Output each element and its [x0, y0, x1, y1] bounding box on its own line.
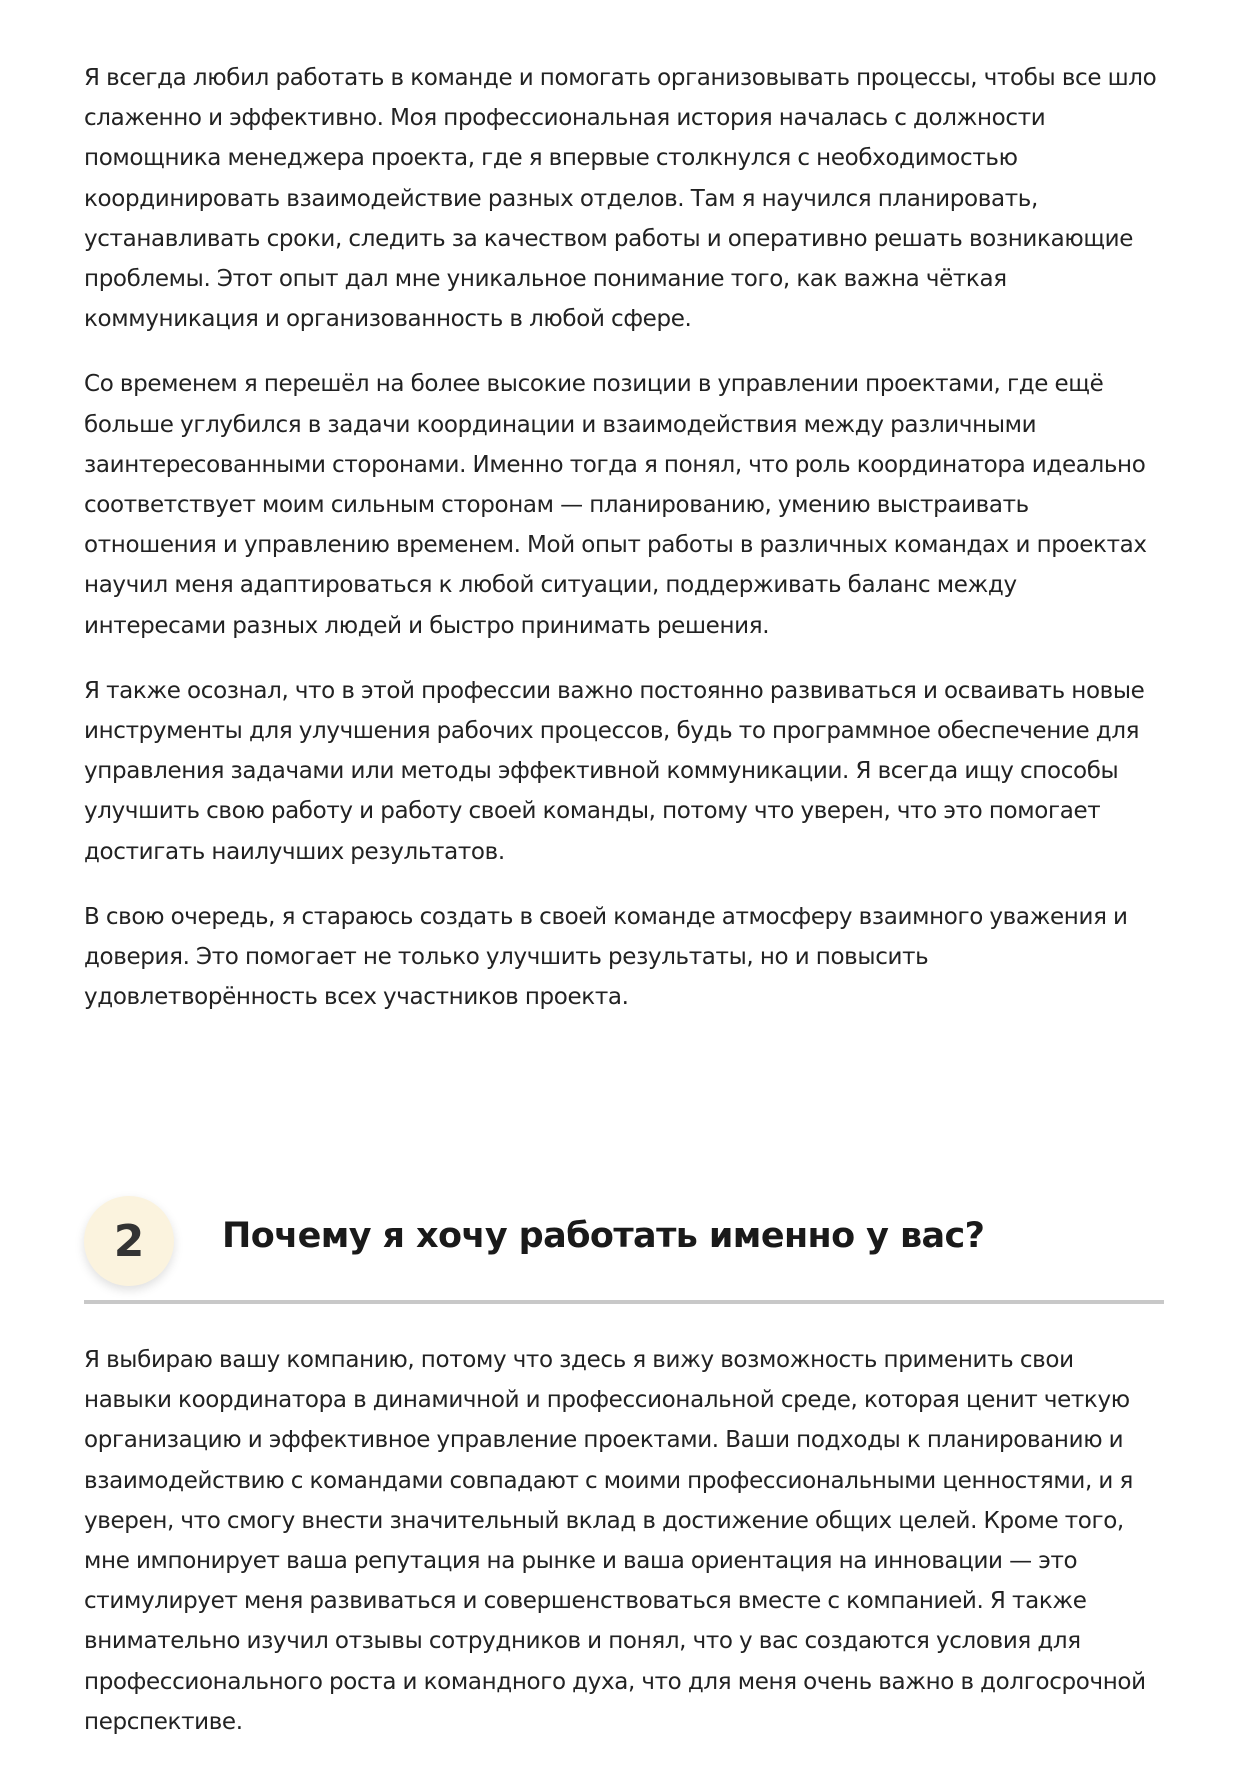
intro-text-block: [84, 58, 1164, 1042]
paragraph: Я всегда любил работать в команде и помогать организовывать процессы, чтобы все шло слаженно и эффективно. Моя профессиональная история началась с должности помощника менеджера проекта, где я впервые столкнулся с необходимостью координировать взаимодействие разных отделов. Там я научился планировать, устанавливать сроки, следить за качеством работы и оперативно решать возникающие проблемы. Этот опыт дал мне уникальное понимание того, как важна чёткая коммуникация и организованность в любой сфере.: [84, 65, 1157, 333]
paragraph: Со временем я перешёл на более высокие позиции в управлении проектами, где ещё больше углубился в задачи координации и взаимодействия между различными заинтересованными сторонами. Именно тогда я понял, что роль координатора идеально соответствует моим сильным сторонам — планированию, умению выстраивать отношения и управлению временем. Мой опыт работы в различных командах и проектах научил меня адаптироваться к любой ситуации, поддерживать баланс между интересами разных людей и быстро принимать решения.: [84, 371, 1147, 639]
section-header: [84, 1196, 1164, 1304]
section-body: [84, 1340, 1164, 1767]
section-number-badge: 2: [84, 1196, 174, 1286]
paragraph: В свою очередь, я стараюсь создать в своей команде атмосферу взаимного уважения и доверия. Это помогает не только улучшить результаты, но и повысить удовлетворённость всех участников проекта.: [84, 903, 1128, 1011]
paragraph: Я также осознал, что в этой профессии важно постоянно развиваться и осваивать новые инструменты для улучшения рабочих процессов, будь то программное обеспечение для управления задачами или методы эффективной коммуникации. Я всегда ищу способы улучшить свою работу и работу своей команды, потому что уверен, что это помогает достигать наилучших результатов.: [84, 677, 1145, 865]
paragraph: Я выбираю вашу компанию, потому что здесь я вижу возможность применить свои навыки координатора в динамичной и профессиональной среде, которая ценит четкую организацию и эффективное управление проектами. Ваши подходы к планированию и взаимодействию с командами совпадают с моими профессиональными ценностями, и я уверен, что смогу внести значительный вклад в достижение общих целей. Кроме того, мне импонирует ваша репутация на рынке и ваша ориентация на инновации — это стимулирует меня развиваться и совершенствоваться вместе с компанией. Я также внимательно изучил отзывы сотрудников и понял, что у вас создаются условия для профессионального роста и командного духа, что для меня очень важно в долгосрочной перспективе.: [84, 1347, 1146, 1735]
section-title: Почему я хочу работать именно у вас?: [222, 1216, 985, 1256]
